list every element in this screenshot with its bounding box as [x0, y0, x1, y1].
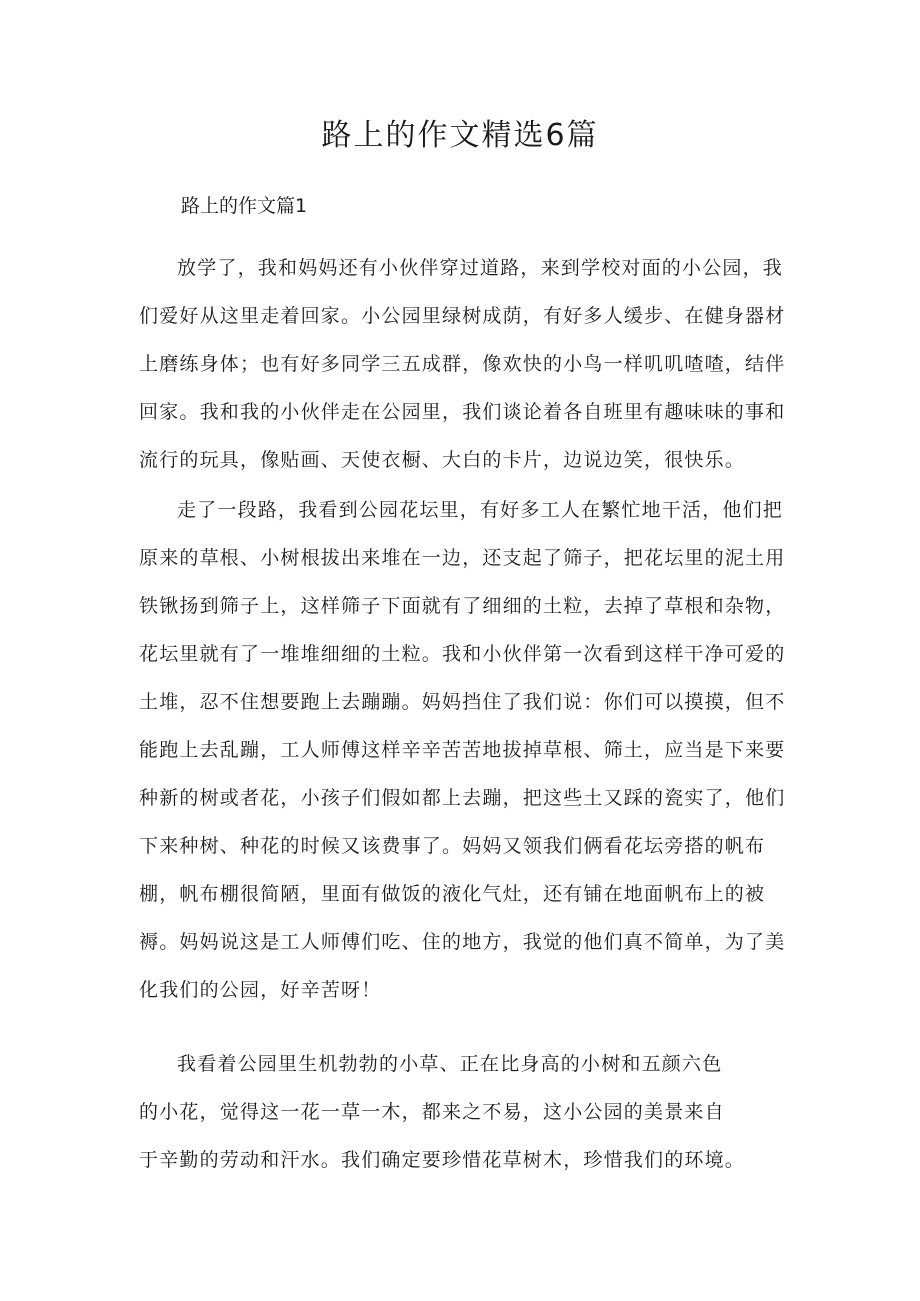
paragraph-line: 褥。妈妈说这是工人师傅们吃、住的地方，我觉的他们真不简单，为了美	[139, 931, 786, 953]
section-heading: 路上的作文篇1	[181, 195, 308, 217]
paragraph-1	[139, 244, 786, 484]
paragraph-line: 下来种树、种花的时候又该费事了。妈妈又领我们俩看花坛旁搭的帆布	[139, 835, 766, 857]
paragraph-line: 流行的玩具，像贴画、天使衣橱、大白的卡片，边说边笑，很快乐。	[139, 449, 746, 471]
paragraph-line: 放学了，我和妈妈还有小伙伴穿过道路，来到学校对面的小公园，我	[177, 257, 784, 279]
paragraph-line: 的小花，觉得这一花一草一木，都来之不易，这小公园的美景来自	[139, 1101, 725, 1123]
paragraph-line: 化我们的公园，好辛苦呀！	[139, 979, 382, 1001]
paragraph-2	[139, 486, 786, 1014]
paragraph-line: 走了一段路，我看到公园花坛里，有好多工人在繁忙地干活，他们把	[177, 499, 784, 521]
paragraph-line: 铁锹扬到筛子上，这样筛子下面就有了细细的土粒，去掉了草根和杂物，	[139, 595, 786, 617]
page-title: 路上的作文精选6篇	[321, 118, 599, 153]
paragraph-3	[139, 1040, 782, 1184]
paragraph-line: 们爱好从这里走着回家。小公园里绿树成荫，有好多人缓步、在健身器材	[139, 305, 786, 327]
paragraph-line: 上磨练身体；也有好多同学三五成群，像欢快的小鸟一样叽叽喳喳，结伴	[139, 353, 786, 375]
paragraph-line: 种新的树或者花，小孩子们假如都上去蹦，把这些土又踩的瓷实了，他们	[139, 787, 786, 809]
paragraph-line: 花坛里就有了一堆堆细细的土粒。我和小伙伴第一次看到这样干净可爱的	[139, 643, 786, 665]
paragraph-line: 回家。我和我的小伙伴走在公园里，我们谈论着各自班里有趣味味的事和	[139, 401, 786, 423]
paragraph-line: 原来的草根、小树根拔出来堆在一边，还支起了筛子，把花坛里的泥土用	[139, 547, 786, 569]
paragraph-line: 能跑上去乱蹦，工人师傅这样辛辛苦苦地拔掉草根、筛土，应当是下来要	[139, 739, 786, 761]
paragraph-line: 棚，帆布棚很简陋，里面有做饭的液化气灶，还有铺在地面帆布上的被	[139, 883, 766, 905]
paragraph-line: 于辛勤的劳动和汗水。我们确定要珍惜花草树木，珍惜我们的环境。	[139, 1149, 746, 1171]
paragraph-line: 我看着公园里生机勃勃的小草、正在比身高的小树和五颜六色	[177, 1053, 723, 1075]
paragraph-line: 土堆，忍不住想要跑上去蹦蹦。妈妈挡住了我们说：你们可以摸摸，但不	[139, 691, 786, 713]
